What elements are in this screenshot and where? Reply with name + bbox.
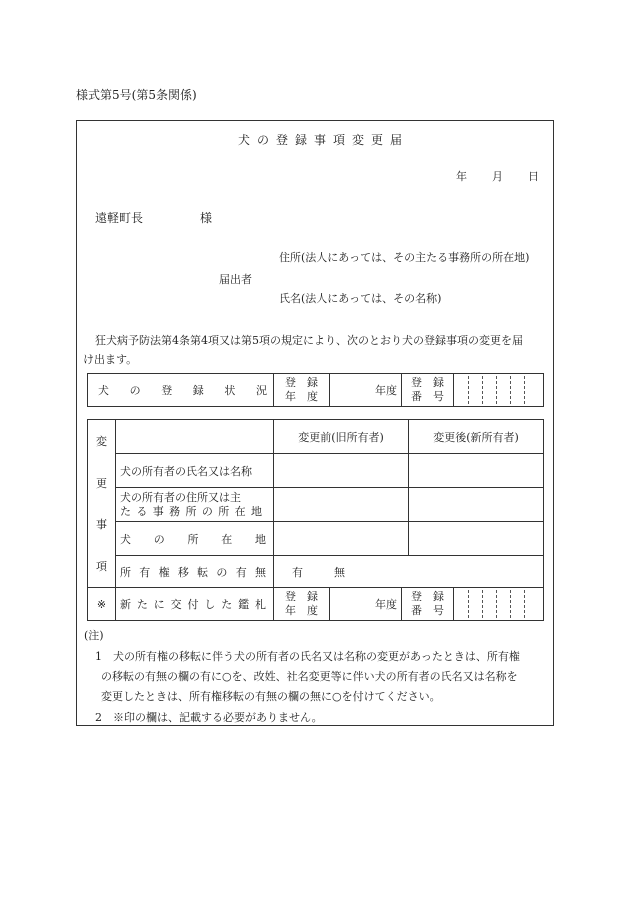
dog-location-after-field[interactable] (409, 522, 544, 556)
reg-number-field[interactable] (454, 374, 544, 407)
addressee-name: 遠軽町長 (95, 211, 144, 225)
reg-number-label: 登 録 番 号 (402, 374, 454, 407)
owner-address-after-field[interactable] (409, 488, 544, 522)
intro-line-1: 狂犬病予防法第4条第4項又は第5項の規定により、次のとおり犬の登録事項の変更を届 (95, 334, 523, 347)
owner-name-after-field[interactable] (409, 454, 544, 488)
date-day: 日 (528, 170, 539, 183)
registration-status-label: 犬 の 登 録 状 況 (88, 374, 274, 407)
col-after-header: 変更後(新所有者) (409, 420, 544, 454)
note-2: 2 ※印の欄は、記載する必要がありません。 (95, 711, 323, 724)
row-owner-name-label: 犬の所有者の氏名又は名称 (116, 454, 274, 488)
row-transfer-label: 所有権移転の有無 (116, 556, 274, 588)
row-owner-address-label: 犬の所有者の住所又は主 たる事務所の所在地 (116, 488, 274, 522)
notes-heading: (注) (84, 629, 104, 642)
tag-label: 新たに交付した鑑札 (116, 588, 274, 621)
transfer-no-option[interactable]: 無 (334, 565, 345, 579)
tag-number-label: 登 録 番 号 (402, 588, 454, 621)
address-label: 住所(法人にあっては、その主たる事務所の所在地) (279, 251, 530, 264)
intro-line-2: け出ます。 (83, 353, 138, 366)
change-items-table (87, 419, 544, 588)
owner-address-before-field[interactable] (274, 488, 409, 522)
transfer-yes-option[interactable]: 有 (292, 565, 303, 579)
note-1-line-1: 1 犬の所有権の移転に伴う犬の所有者の氏名又は名称の変更があったときは、所有権 (95, 650, 520, 663)
reg-year-field[interactable]: 年度 (330, 374, 402, 407)
change-items-side-label: 変 更 事 項 (88, 420, 116, 588)
date-year: 年 (456, 170, 467, 183)
tag-year-label: 登 録 年 度 (274, 588, 330, 621)
issued-tag-table (87, 587, 544, 621)
registration-status-table (87, 373, 544, 407)
owner-name-before-field[interactable] (274, 454, 409, 488)
note-1-line-3: 変更したときは、所有権移転の有無の欄の無に○を付けてください。 (101, 690, 441, 703)
transfer-options (274, 556, 544, 588)
tag-mark: ※ (88, 588, 116, 621)
note-1-line-2: の移転の有無の欄の有に○を、改姓、社名変更等に伴い犬の所有者の氏名又は名称を (101, 670, 518, 683)
date-month: 月 (492, 170, 503, 183)
dog-location-before-field[interactable] (274, 522, 409, 556)
form-number: 様式第5号(第5条関係) (76, 88, 197, 102)
col-before-header: 変更前(旧所有者) (274, 420, 409, 454)
tag-number-field[interactable] (454, 588, 544, 621)
header-blank (116, 420, 274, 454)
applicant-role: 届出者 (219, 273, 252, 286)
reg-year-label: 登 録 年 度 (274, 374, 330, 407)
name-label: 氏名(法人にあっては、その名称) (279, 292, 442, 305)
tag-year-field[interactable]: 年度 (330, 588, 402, 621)
form-title: 犬の登録事項変更届 (238, 133, 410, 147)
row-dog-location-label: 犬の所在地 (116, 522, 274, 556)
addressee-honorific: 様 (200, 211, 213, 225)
